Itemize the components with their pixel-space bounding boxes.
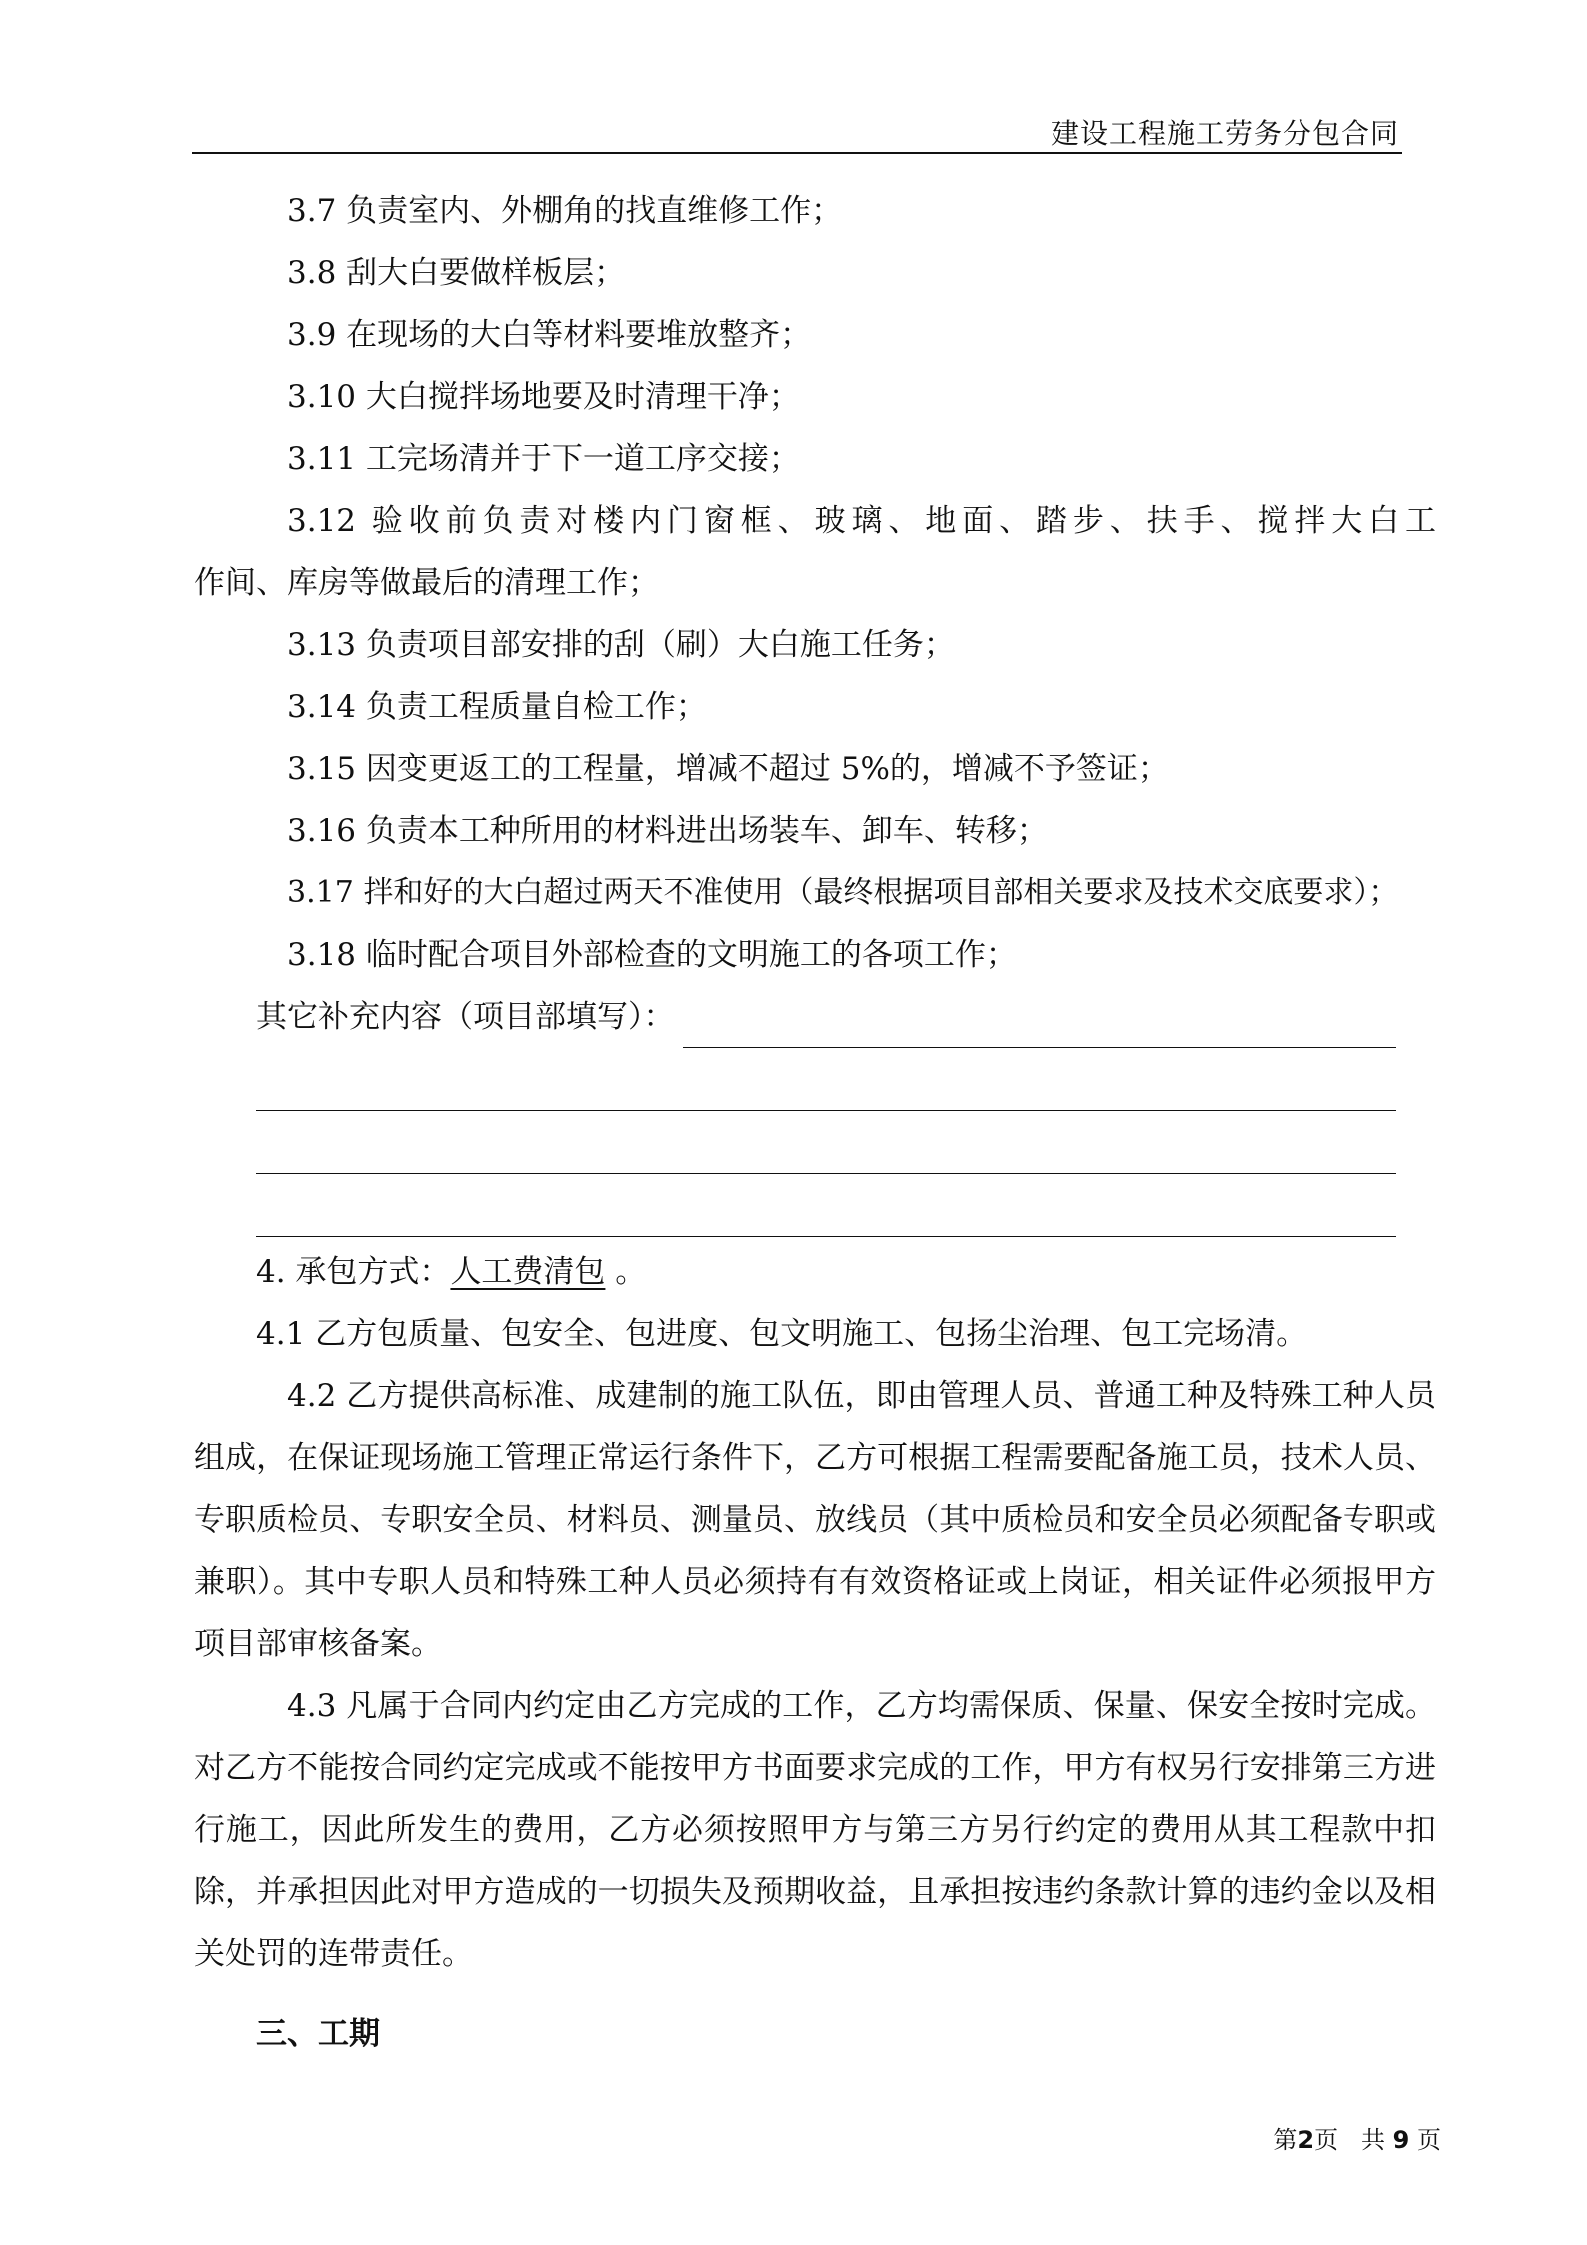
supplement-row <box>194 986 1436 1048</box>
page-prefix: 第 <box>1273 2126 1298 2154</box>
section-heading-schedule: 三、工期 <box>256 2016 380 2052</box>
page-suffix: 页 <box>1314 2126 1339 2154</box>
clause-3-11: 3.11 工完场清并于下一道工序交接； <box>287 441 800 477</box>
contract-mode-value: 人工费清包 <box>450 1254 606 1290</box>
clause-3-14: 3.14 负责工程质量自检工作； <box>287 689 707 725</box>
clause-3-8: 3.8 刮大白要做样板层； <box>287 255 626 291</box>
header-divider <box>192 152 1402 154</box>
clause-3-15: 3.15 因变更返工的工程量，增减不超过 5%的，增减不予签证； <box>287 751 1169 787</box>
supplement-blank-1[interactable] <box>683 1007 1397 1048</box>
document-body <box>194 180 1436 2065</box>
clause-3-17: 3.17 拌和好的大白超过两天不准使用（最终根据项目部相关要求及技术交底要求）； <box>287 875 1399 910</box>
clause-3-9: 3.9 在现场的大白等材料要堆放整齐； <box>287 317 812 353</box>
clause-3-12-line1: 3.12 验收前负责对楼内门窗框、玻璃、地面、踏步、扶手、搅拌大白工 <box>287 503 1436 539</box>
clause-3-7: 3.7 负责室内、外棚角的找直维修工作； <box>287 193 843 229</box>
clause-4-3: 4.3 凡属于合同内约定由乙方完成的工作，乙方均需保质、保量、保安全按时完成。对乙方不能按合同约定完成或不能按甲方书面要求完成的工作，甲方有权另行安排第三方进行施工，因此所发生的费用，乙方必须按照甲方与第三方另行约定的费用从其工程款中扣除，并承担因此对甲方造成的一切损失及预期收益，且承担按违约条款计算的违约金以及相关处罚的连带责任。 <box>194 1688 1436 1972</box>
clause-3-13: 3.13 负责项目部安排的刮（刷）大白施工任务； <box>287 627 955 663</box>
supplement-blank-4[interactable] <box>256 1174 1396 1237</box>
total-pages: 9 <box>1392 2126 1410 2154</box>
clause-4-2: 4.2 乙方提供高标准、成建制的施工队伍，即由管理人员、普通工种及特殊工种人员组成，在保证现场施工管理正常运行条件下，乙方可根据工程需要配备施工员，技术人员、专职质检员、专职安全员、材料员、测量员、放线员（其中质检员和安全员必须配备专职或兼职）。其中专职人员和特殊工种人员必须持有有效资格证或上岗证，相关证件必须报甲方项目部审核备案。 <box>194 1378 1436 1662</box>
contract-mode-suffix: 。 <box>605 1254 647 1290</box>
supplement-blank-3[interactable] <box>256 1111 1396 1174</box>
contract-mode-line <box>194 1241 1436 1303</box>
clause-3-18: 3.18 临时配合项目外部检查的文明施工的各项工作； <box>287 937 1017 973</box>
supplement-blank-2[interactable] <box>256 1048 1396 1111</box>
page-footer <box>1273 2120 1441 2155</box>
supplement-label: 其它补充内容（项目部填写）： <box>256 999 675 1035</box>
clause-3-10: 3.10 大白搅拌场地要及时清理干净； <box>287 379 800 415</box>
contract-mode-label: 4. 承包方式： <box>256 1254 451 1290</box>
document-header-title: 建设工程施工劳务分包合同 <box>1050 117 1399 150</box>
clause-4-1: 4.1 乙方包质量、包安全、包进度、包文明施工、包扬尘治理、包工完场清。 <box>256 1316 1308 1352</box>
clause-3-16: 3.16 负责本工种所用的材料进出场装车、卸车、转移； <box>287 813 1048 849</box>
page-number: 2 <box>1297 2126 1315 2154</box>
total-prefix: 共 <box>1361 2126 1386 2154</box>
clause-3-12-line2: 作间、库房等做最后的清理工作； <box>194 565 659 601</box>
total-suffix: 页 <box>1417 2126 1441 2154</box>
